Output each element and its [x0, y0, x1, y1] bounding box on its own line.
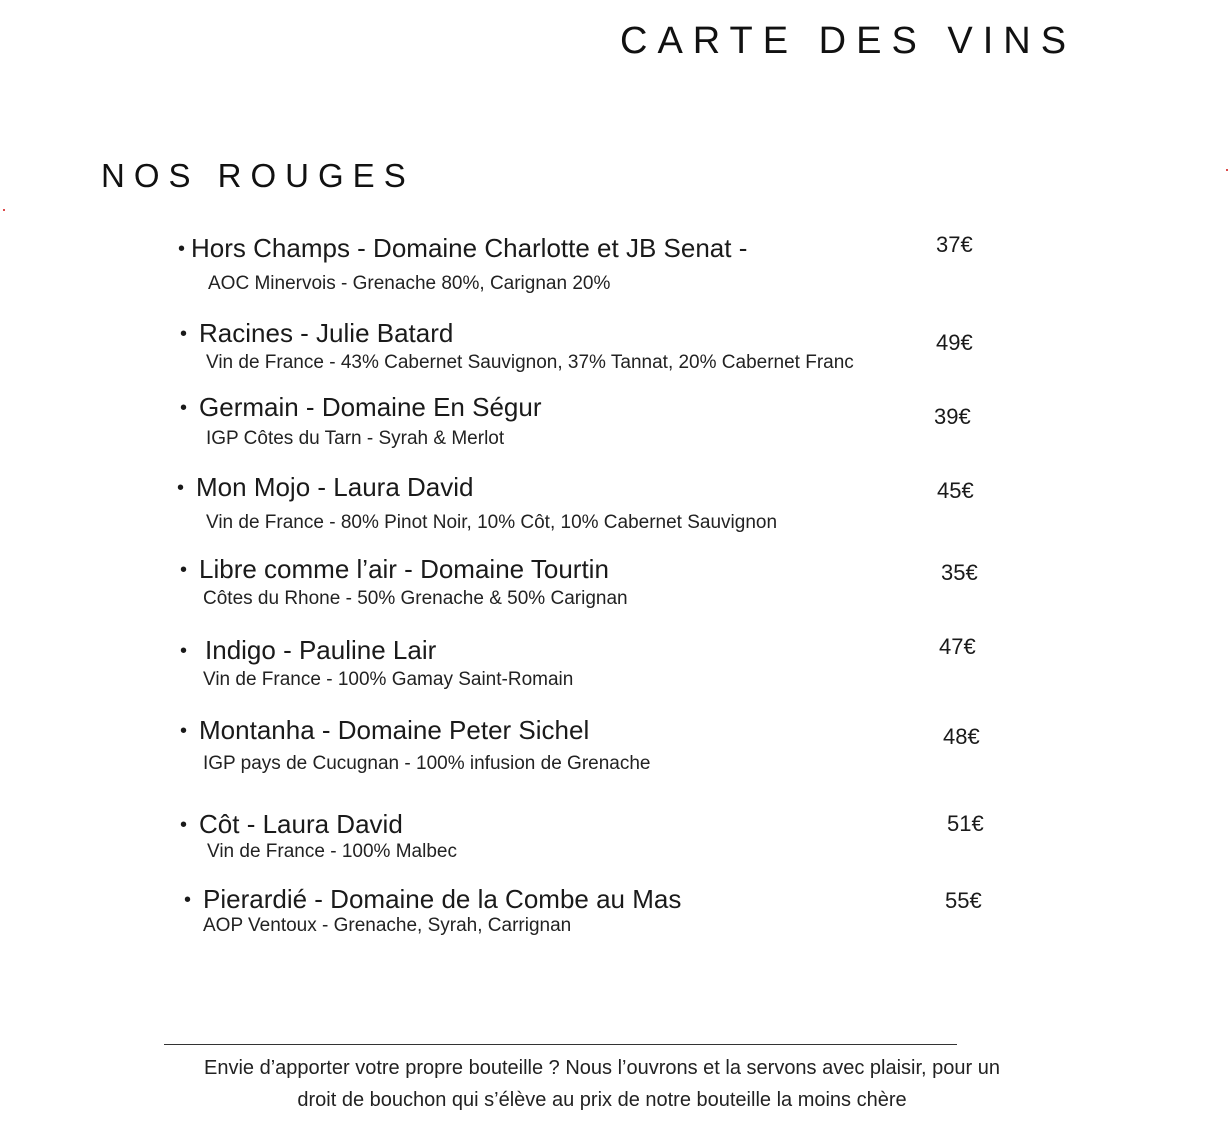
footer-divider	[164, 1044, 957, 1045]
bullet-icon: •	[180, 559, 188, 581]
wine-price: 39€	[934, 404, 971, 429]
bullet-icon: •	[180, 397, 188, 419]
bullet-icon: •	[180, 720, 188, 742]
bullet-icon: •	[177, 477, 185, 499]
bullet-icon: •	[180, 323, 188, 345]
wine-price: 55€	[945, 888, 982, 913]
footer-note-line-2: droit de bouchon qui s’élève au prix de notre bouteille la moins chère	[297, 1089, 907, 1111]
footer-note	[100, 1052, 1104, 1116]
wine-name: Hors Champs - Domaine Charlotte et JB Senat -	[191, 233, 748, 263]
wine-name: Pierardié - Domaine de la Combe au Mas	[203, 884, 682, 914]
wine-description: IGP pays de Cucugnan - 100% infusion de Grenache	[203, 753, 651, 774]
wine-price: 47€	[939, 634, 976, 659]
wine-price: 49€	[936, 330, 973, 355]
bullet-icon: •	[180, 814, 188, 836]
wine-price: 45€	[937, 478, 974, 503]
wine-description: Côtes du Rhone - 50% Grenache & 50% Carignan	[203, 588, 628, 609]
wine-name: Montanha - Domaine Peter Sichel	[199, 715, 590, 745]
wine-description: Vin de France - 43% Cabernet Sauvignon, 37% Tannat, 20% Cabernet Franc	[206, 352, 854, 373]
wine-price: 51€	[947, 811, 984, 836]
bullet-icon: •	[184, 889, 192, 911]
wine-name: Racines - Julie Batard	[199, 318, 454, 348]
wine-description: AOC Minervois - Grenache 80%, Carignan 20%	[208, 273, 611, 294]
decorative-dot-left	[3, 209, 5, 211]
wine-price: 35€	[941, 560, 978, 585]
wine-price: 48€	[943, 724, 980, 749]
decorative-dot-right	[1226, 169, 1228, 171]
bullet-icon: •	[180, 640, 188, 662]
wine-name: Libre comme l’air - Domaine Tourtin	[199, 554, 609, 584]
footer-note-line-1: Envie d’apporter votre propre bouteille ? Nous l’ouvrons et la servons avec plaisir, pour un	[204, 1057, 1000, 1079]
wine-description: AOP Ventoux - Grenache, Syrah, Carrignan	[203, 915, 572, 936]
wine-name: Germain - Domaine En Ségur	[199, 392, 542, 422]
bullet-icon: •	[178, 238, 186, 260]
wine-name: Côt - Laura David	[199, 809, 403, 839]
wine-description: Vin de France - 100% Gamay Saint-Romain	[203, 669, 574, 690]
wine-name: Mon Mojo - Laura David	[196, 472, 474, 502]
wine-price: 37€	[936, 232, 973, 257]
page-title: CARTE DES VINS	[620, 20, 1077, 62]
section-title: NOS ROUGES	[101, 157, 415, 194]
wine-name: Indigo - Pauline Lair	[205, 635, 437, 665]
wine-description: Vin de France - 80% Pinot Noir, 10% Côt, 10% Cabernet Sauvignon	[206, 512, 778, 533]
wine-description: IGP Côtes du Tarn - Syrah & Merlot	[206, 428, 505, 449]
wine-description: Vin de France - 100% Malbec	[207, 841, 457, 862]
